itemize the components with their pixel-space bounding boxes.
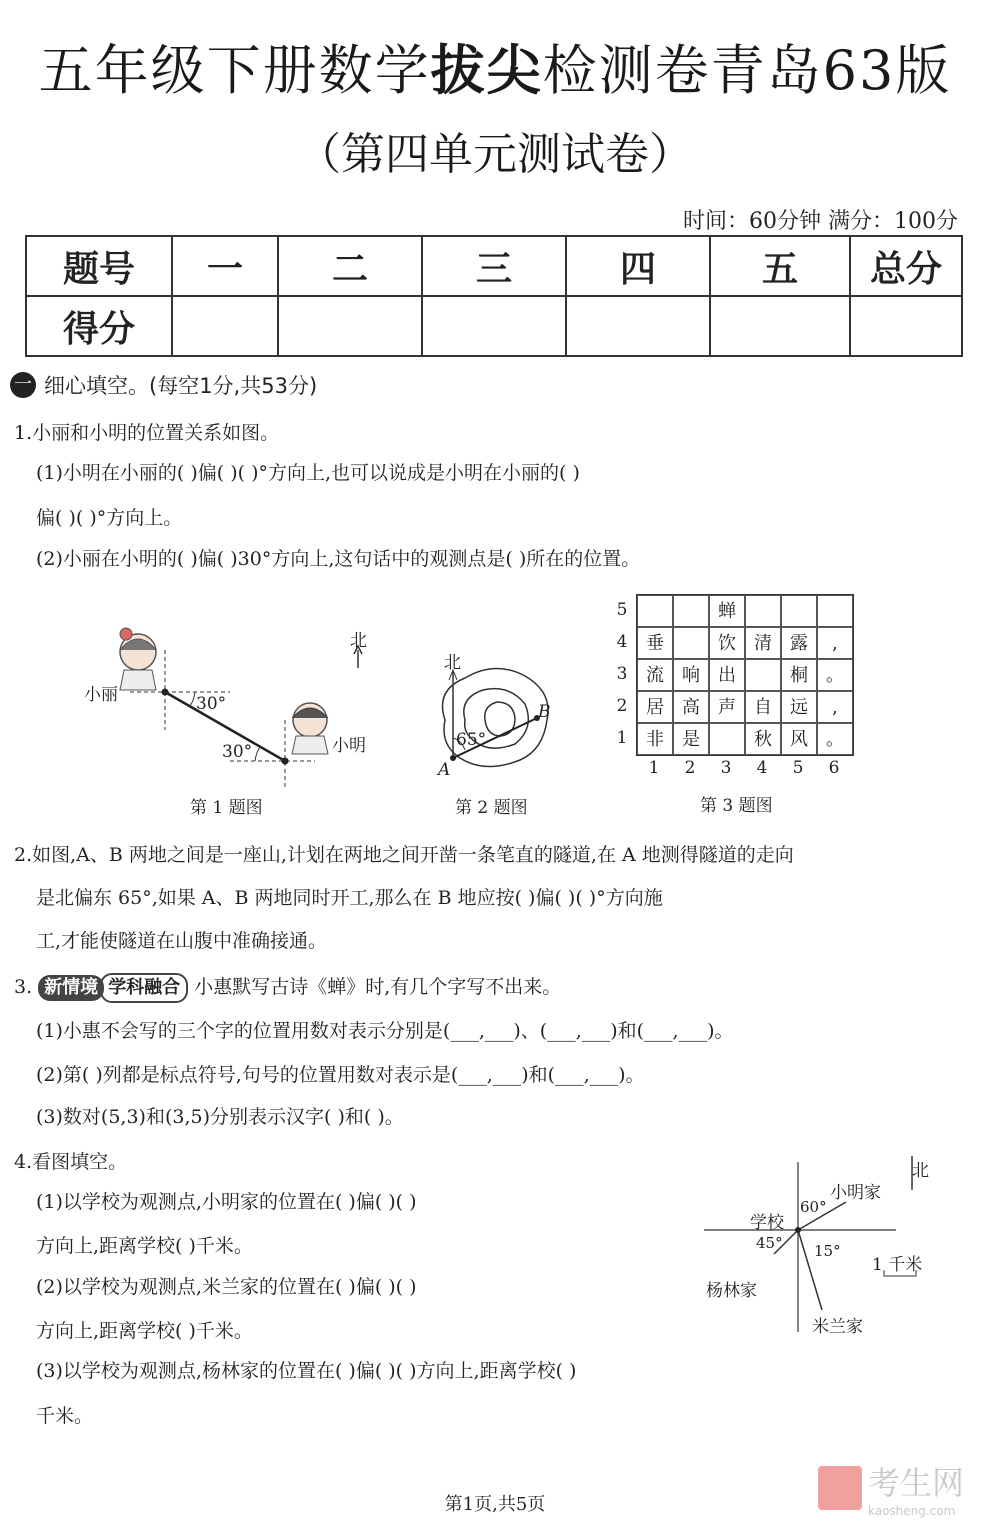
grid-row-label: 2: [616, 696, 628, 716]
grid-col-label: 6: [828, 758, 840, 778]
fig4-school-label: 学校: [750, 1213, 784, 1233]
poem-grid-cell: 远: [781, 691, 817, 723]
page-number: 第1页,共5页: [444, 1494, 546, 1515]
section-title: 细心填空。(每空1分,共53分): [44, 374, 318, 398]
q1-stem: 1.小丽和小明的位置关系如图。: [14, 422, 280, 444]
poem-grid-cell: 流: [637, 659, 673, 691]
poem-grid-cell: [673, 595, 709, 627]
score-cell[interactable]: [566, 296, 710, 356]
score-header-cell: 总分: [850, 236, 962, 296]
fig2-b-label: B: [538, 702, 551, 722]
poem-grid-cell: 饮: [709, 627, 745, 659]
section-header: [10, 370, 317, 400]
poem-grid-cell: 。: [817, 723, 853, 755]
q4-part2-line1: (2)以学校为观测点,米兰家的位置在( )偏( )( ): [36, 1276, 417, 1298]
poem-grid-cell: [817, 595, 853, 627]
fig4-angle45-label: 45°: [756, 1234, 783, 1252]
poem-grid-cell: 居: [637, 691, 673, 723]
fig2-north-label: 北: [444, 653, 461, 673]
fig4-xiaoming-home-label: 小明家: [830, 1183, 881, 1203]
grid-row-label: 3: [616, 664, 628, 684]
figure-3: [614, 590, 864, 800]
xiaoming-avatar-icon: [292, 703, 328, 754]
poem-grid-cell: 自: [745, 691, 781, 723]
score-row-label: 得分: [26, 296, 172, 356]
fig1-angle2-label: 30°: [222, 742, 253, 762]
q4-part3-line1: (3)以学校为观测点,杨林家的位置在( )偏( )( )方向上,距离学校( ): [36, 1360, 577, 1382]
q4-part3-line2: 千米。: [36, 1405, 94, 1427]
grid-col-label: 1: [648, 758, 660, 778]
poem-grid-cell: 风: [781, 723, 817, 755]
score-row: [26, 296, 962, 356]
poem-grid-cell: 是: [673, 723, 709, 755]
poem-grid-cell: 蝉: [709, 595, 745, 627]
score-cell[interactable]: [278, 296, 422, 356]
fig4-milan-home-label: 米兰家: [812, 1317, 863, 1337]
q3-stem-line: [14, 973, 561, 1003]
watermark-subtext: kaosheng.com: [867, 1504, 956, 1518]
fig4-north-label: 北: [912, 1161, 929, 1181]
q4-part1-line2: 方向上,距离学校( )千米。: [36, 1235, 253, 1257]
poem-grid-cell: 露: [781, 627, 817, 659]
score-header-cell: 二: [278, 236, 422, 296]
poem-grid-cell: [673, 627, 709, 659]
grid-col-label: 5: [792, 758, 804, 778]
q4-part2-line2: 方向上,距离学校( )千米。: [36, 1320, 253, 1342]
score-cell[interactable]: [710, 296, 850, 356]
fig2-a-label: A: [438, 760, 451, 780]
poem-grid-cell: 桐: [781, 659, 817, 691]
poem-grid-cell: 出: [709, 659, 745, 691]
poem-grid-cell: [745, 595, 781, 627]
score-cell[interactable]: [850, 296, 962, 356]
fig1-xiaoli-label: 小丽: [84, 685, 118, 705]
poem-grid-cell: 。: [817, 659, 853, 691]
fig1-xiaoming-label: 小明: [332, 736, 366, 756]
poem-grid-cell: ,: [817, 627, 853, 659]
fig2-caption: 第 2 题图: [455, 798, 528, 818]
watermark-text: 考生网: [867, 1464, 964, 1502]
tag-new-context: 新情境: [38, 975, 104, 1001]
mountain-contour-icon: [443, 668, 549, 766]
q3-stem: 小惠默写古诗《蝉》时,有几个字写不出来。: [194, 976, 562, 998]
tag-subject-fusion: 学科融合: [100, 973, 188, 1003]
fig4-angle60-label: 60°: [800, 1198, 827, 1216]
q3-part1: (1)小惠不会写的三个字的位置用数对表示分别是(___,___)、(___,___)和(___,___)。: [36, 1020, 734, 1042]
fig4-yanglin-home-label: 杨林家: [706, 1281, 757, 1301]
q3-part2: (2)第( )列都是标点符号,句号的位置用数对表示是(___,___)和(___,___)。: [36, 1064, 645, 1086]
time-info: 时间：60分钟 满分：100分: [683, 209, 958, 234]
grid-row-label: 4: [616, 632, 628, 652]
poem-grid-cell: [637, 595, 673, 627]
fig1-north-label: 北: [350, 631, 367, 651]
score-cell[interactable]: [172, 296, 278, 356]
q1-part1-line1: (1)小明在小丽的( )偏( )( )°方向上,也可以说成是小明在小丽的( ): [36, 462, 580, 484]
poem-grid-cell: 高: [673, 691, 709, 723]
q3-number: 3.: [14, 976, 33, 998]
score-header-cell: 四: [566, 236, 710, 296]
q2-line1: 2.如图,A、B 两地之间是一座山,计划在两地之间开凿一条笔直的隧道,在 A 地测得隧道的走向: [14, 844, 794, 866]
grid-row-label: 1: [616, 728, 628, 748]
grid-col-label: 2: [684, 758, 696, 778]
poem-grid-cell: 声: [709, 691, 745, 723]
poem-grid-cell: ,: [817, 691, 853, 723]
score-cell[interactable]: [422, 296, 566, 356]
xiaoli-avatar-icon: [120, 628, 156, 690]
poem-grid: [636, 594, 854, 756]
score-header-cell: 三: [422, 236, 566, 296]
fig1-angle1-label: 30°: [196, 694, 227, 714]
page-subtitle: （第四单元测试卷）: [297, 129, 693, 180]
q1-part1-line2: 偏( )( )°方向上。: [36, 507, 183, 529]
fig2-angle-label: 65°: [456, 730, 487, 750]
poem-grid-cell: [709, 723, 745, 755]
grid-row-label: 5: [616, 600, 628, 620]
poem-grid-cell: 秋: [745, 723, 781, 755]
q2-line2: 是北偏东 65°,如果 A、B 两地同时开工,那么在 B 地应按( )偏( )( )°方向施: [36, 887, 663, 909]
figure-1: [70, 620, 390, 820]
page-title: 五年级下册数学拔尖检测卷青岛63版: [38, 39, 952, 102]
score-header-row: [26, 236, 962, 296]
poem-grid-cell: 垂: [637, 627, 673, 659]
grid-col-label: 3: [720, 758, 732, 778]
q2-line3: 工,才能使隧道在山腹中准确接通。: [36, 930, 328, 952]
poem-grid-cell: [781, 595, 817, 627]
grid-col-label: 4: [756, 758, 768, 778]
q1-part2: (2)小丽在小明的( )偏( )30°方向上,这句话中的观测点是( )所在的位置。: [36, 548, 641, 570]
poem-grid-cell: [745, 659, 781, 691]
score-table: [25, 235, 963, 357]
q4-part1-line1: (1)以学校为观测点,小明家的位置在( )偏( )( ): [36, 1191, 417, 1213]
poem-grid-cell: 响: [673, 659, 709, 691]
poem-grid-cell: 清: [745, 627, 781, 659]
fig3-caption: 第 3 题图: [700, 796, 773, 816]
watermark-logo-icon: [818, 1466, 862, 1510]
q3-part3: (3)数对(5,3)和(3,5)分别表示汉字( )和( )。: [36, 1106, 404, 1128]
fig4-scale-label: 1 千米: [872, 1255, 923, 1275]
watermark: [818, 1458, 964, 1518]
score-header-cell: 一: [172, 236, 278, 296]
section-number: 一: [10, 372, 36, 398]
fig1-caption: 第 1 题图: [190, 798, 263, 818]
score-header-cell: 五: [710, 236, 850, 296]
poem-grid-cell: 非: [637, 723, 673, 755]
score-header-cell: 题号: [26, 236, 172, 296]
q4-stem: 4.看图填空。: [14, 1151, 128, 1173]
fig4-angle15-label: 15°: [814, 1242, 841, 1260]
